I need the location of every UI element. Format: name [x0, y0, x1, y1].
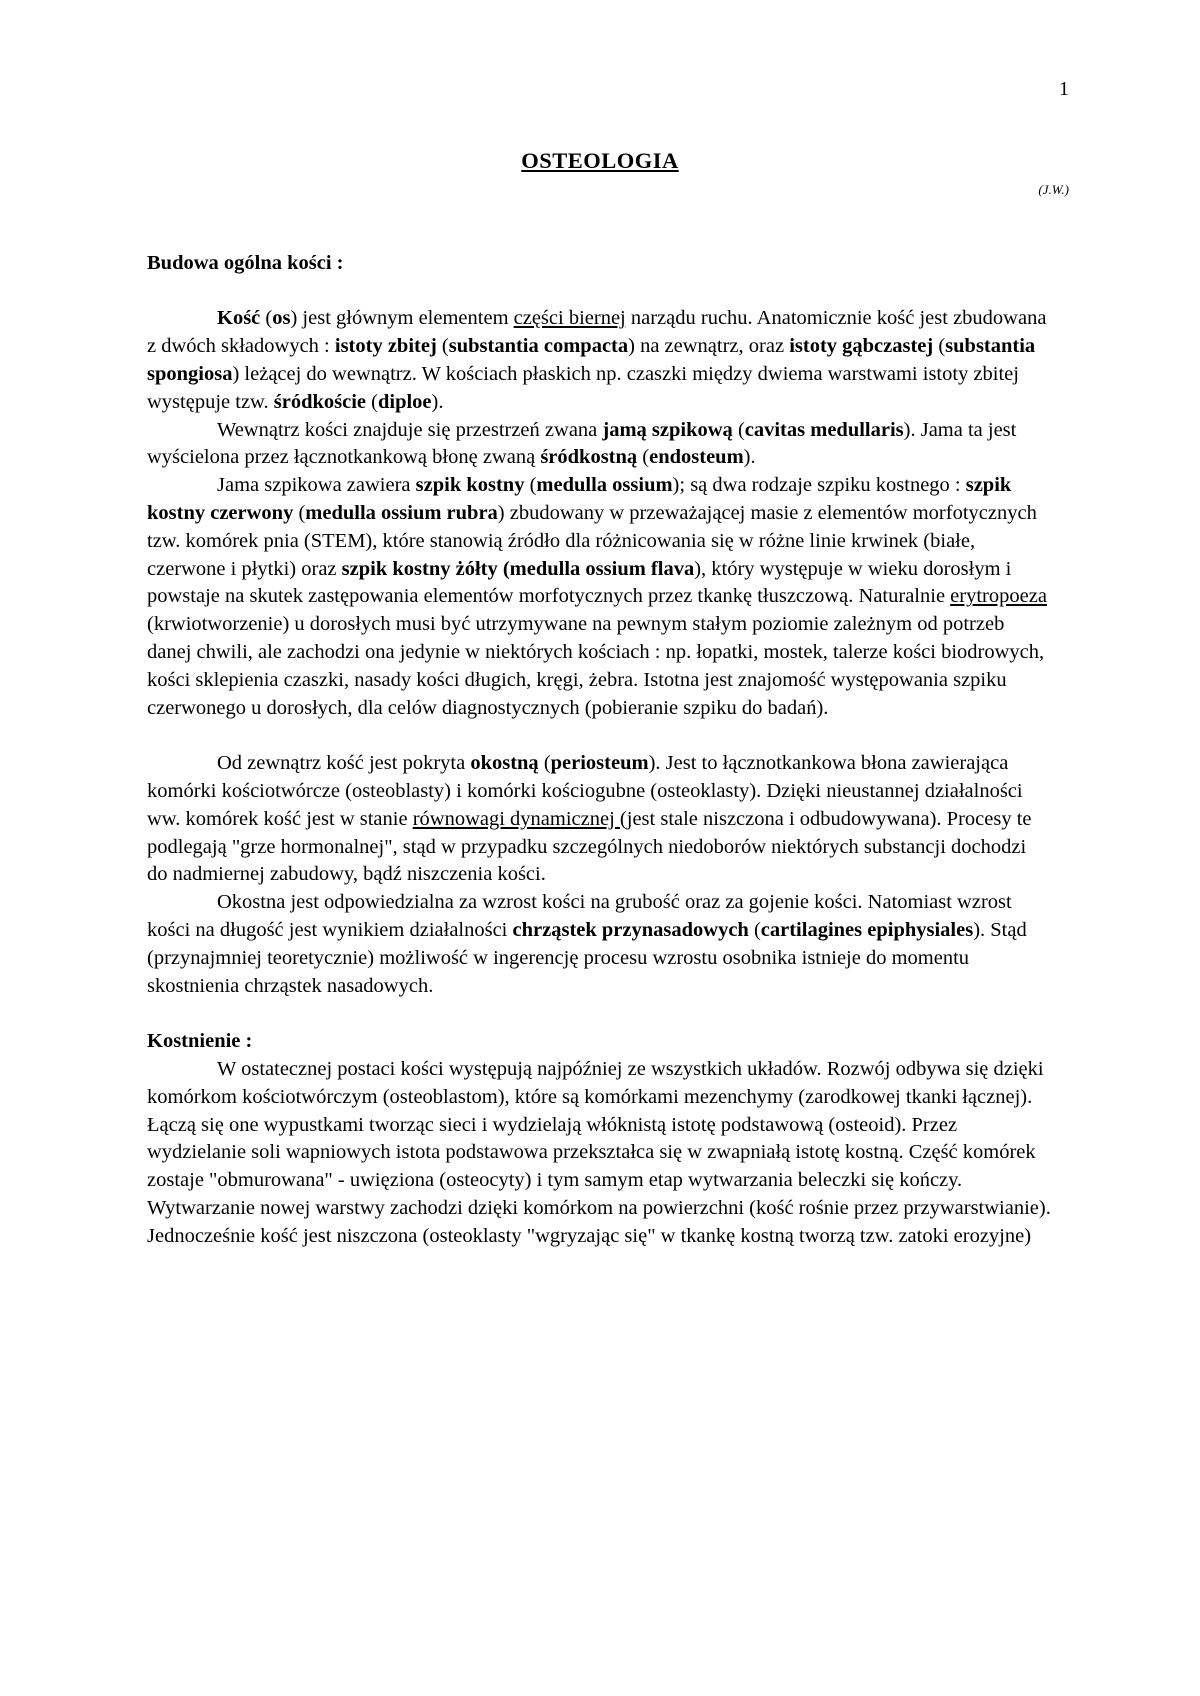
document-body — [147, 222, 1051, 1250]
document-title: OSTEOLOGIA — [521, 148, 679, 173]
page-number: 1 — [1059, 78, 1069, 100]
paragraph-jama-szpikowa: Wewnątrz kości znajduje się przestrzeń zwana jamą szpikową (cavitas medullaris). Jama ta jest wyścielona przez łącznotkankową błonę zwaną śródkostną (endosteum). — [147, 418, 1017, 469]
paragraph-kosc: Kość (os) jest głównym elementem części biernej narządu ruchu. Anatomicznie kość jest zbudowana z dwóch składowych : istoty zbitej (substantia compacta) na zewnątrz, oraz istoty gąbczastej (substantia spongiosa) leżącej do wewnątrz. W kościach płaskich np. czaszki między dwiema warstwami istoty zbitej występuje tzw. śródkoście (diploe). — [147, 307, 1047, 413]
paragraph-szpik-kostny: Jama szpikowa zawiera szpik kostny (medulla ossium); są dwa rodzaje szpiku kostnego : szpik kostny czerwony (medulla ossium rubra) zbudowany w przeważającej masie z elementów morfotycznych tzw. komórek pnia (STEM), które stanowią źródło dla różnicowania się w różne linie krwinek (białe, czerwone i płytki) oraz szpik kostny żółty (medulla ossium flava), który występuje w wieku dorosłym i powstaje na skutek zastępowania elementów morfotycznych przez tkankę tłuszczową. Naturalnie erytropoeza (krwiotworzenie) u dorosłych musi być utrzymywane na pewnym stałym poziomie zależnym od potrzeb danej chwili, ale zachodzi ona jedynie w niektórych kościach : np. łopatki, mostek, talerze kości biodrowych, kości sklepienia czaszki, nasady kości długich, kręgi, żebra. Istotna jest znajomość występowania szpiku czerwonego u dorosłych, dla celów diagnostycznych (pobieranie szpiku do badań). — [147, 474, 1047, 719]
section-heading-kostnienie: Kostnienie : — [147, 1030, 253, 1053]
paragraph-kostnienie: W ostatecznej postaci kości występują najpóźniej ze wszystkich układów. Rozwój odbywa się dzięki komórkom kościotwórczym (osteoblastom), które są komórkami mezenchymy (zarodkowej tkanki łącznej). Łączą się one wypustkami tworząc sieci i wydzielają włóknistą istotę podstawową (osteoid). Przez wydzielanie soli wapniowych istota podstawowa przekształca się w zwapniałą istotę kostną. Część komórek zostaje "obmurowana" - uwięziona (osteocyty) i tym samym etap wytwarzania beleczki się kończy. Wytwarzanie nowej warstwy zachodzi dzięki komórkom na powierzchni (kość rośnie przez przywarstwianie). Jednocześnie kość jest niszczona (osteoklasty "wgryzając się" w tkankę kostną tworzą tzw. zatoki erozyjne) — [147, 1057, 1051, 1247]
author-initials: (J.W.) — [1038, 182, 1069, 197]
paragraph-wzrost-kosci: Okostna jest odpowiedzialna za wzrost kości na grubość oraz za gojenie kości. Natomiast wzrost kości na długość jest wynikiem działalności chrząstek przynasadowych (cartilagines epiphysiales). Stąd (przynajmniej teoretycznie) możliwość w ingerencję procesu wzrostu osobnika istnieje do momentu skostnienia chrząstek nasadowych. — [147, 891, 1027, 997]
paragraph-okostna: Od zewnątrz kość jest pokryta okostną (periosteum). Jest to łącznotkankowa błona zawierająca komórki kościotwórcze (osteoblasty) i komórki kościogubne (osteoklasty). Dzięki nieustannej działalności ww. komórek kość jest w stanie równowagi dynamicznej (jest stale niszczona i odbudowywana). Procesy te podlegają "grze hormonalnej", stąd w przypadku szczególnych niedoborów niektórych substancji dochodzi do nadmiernej zabudowy, bądź niszczenia kości. — [147, 752, 1032, 886]
section-heading-budowa: Budowa ogólna kości : — [147, 251, 344, 274]
